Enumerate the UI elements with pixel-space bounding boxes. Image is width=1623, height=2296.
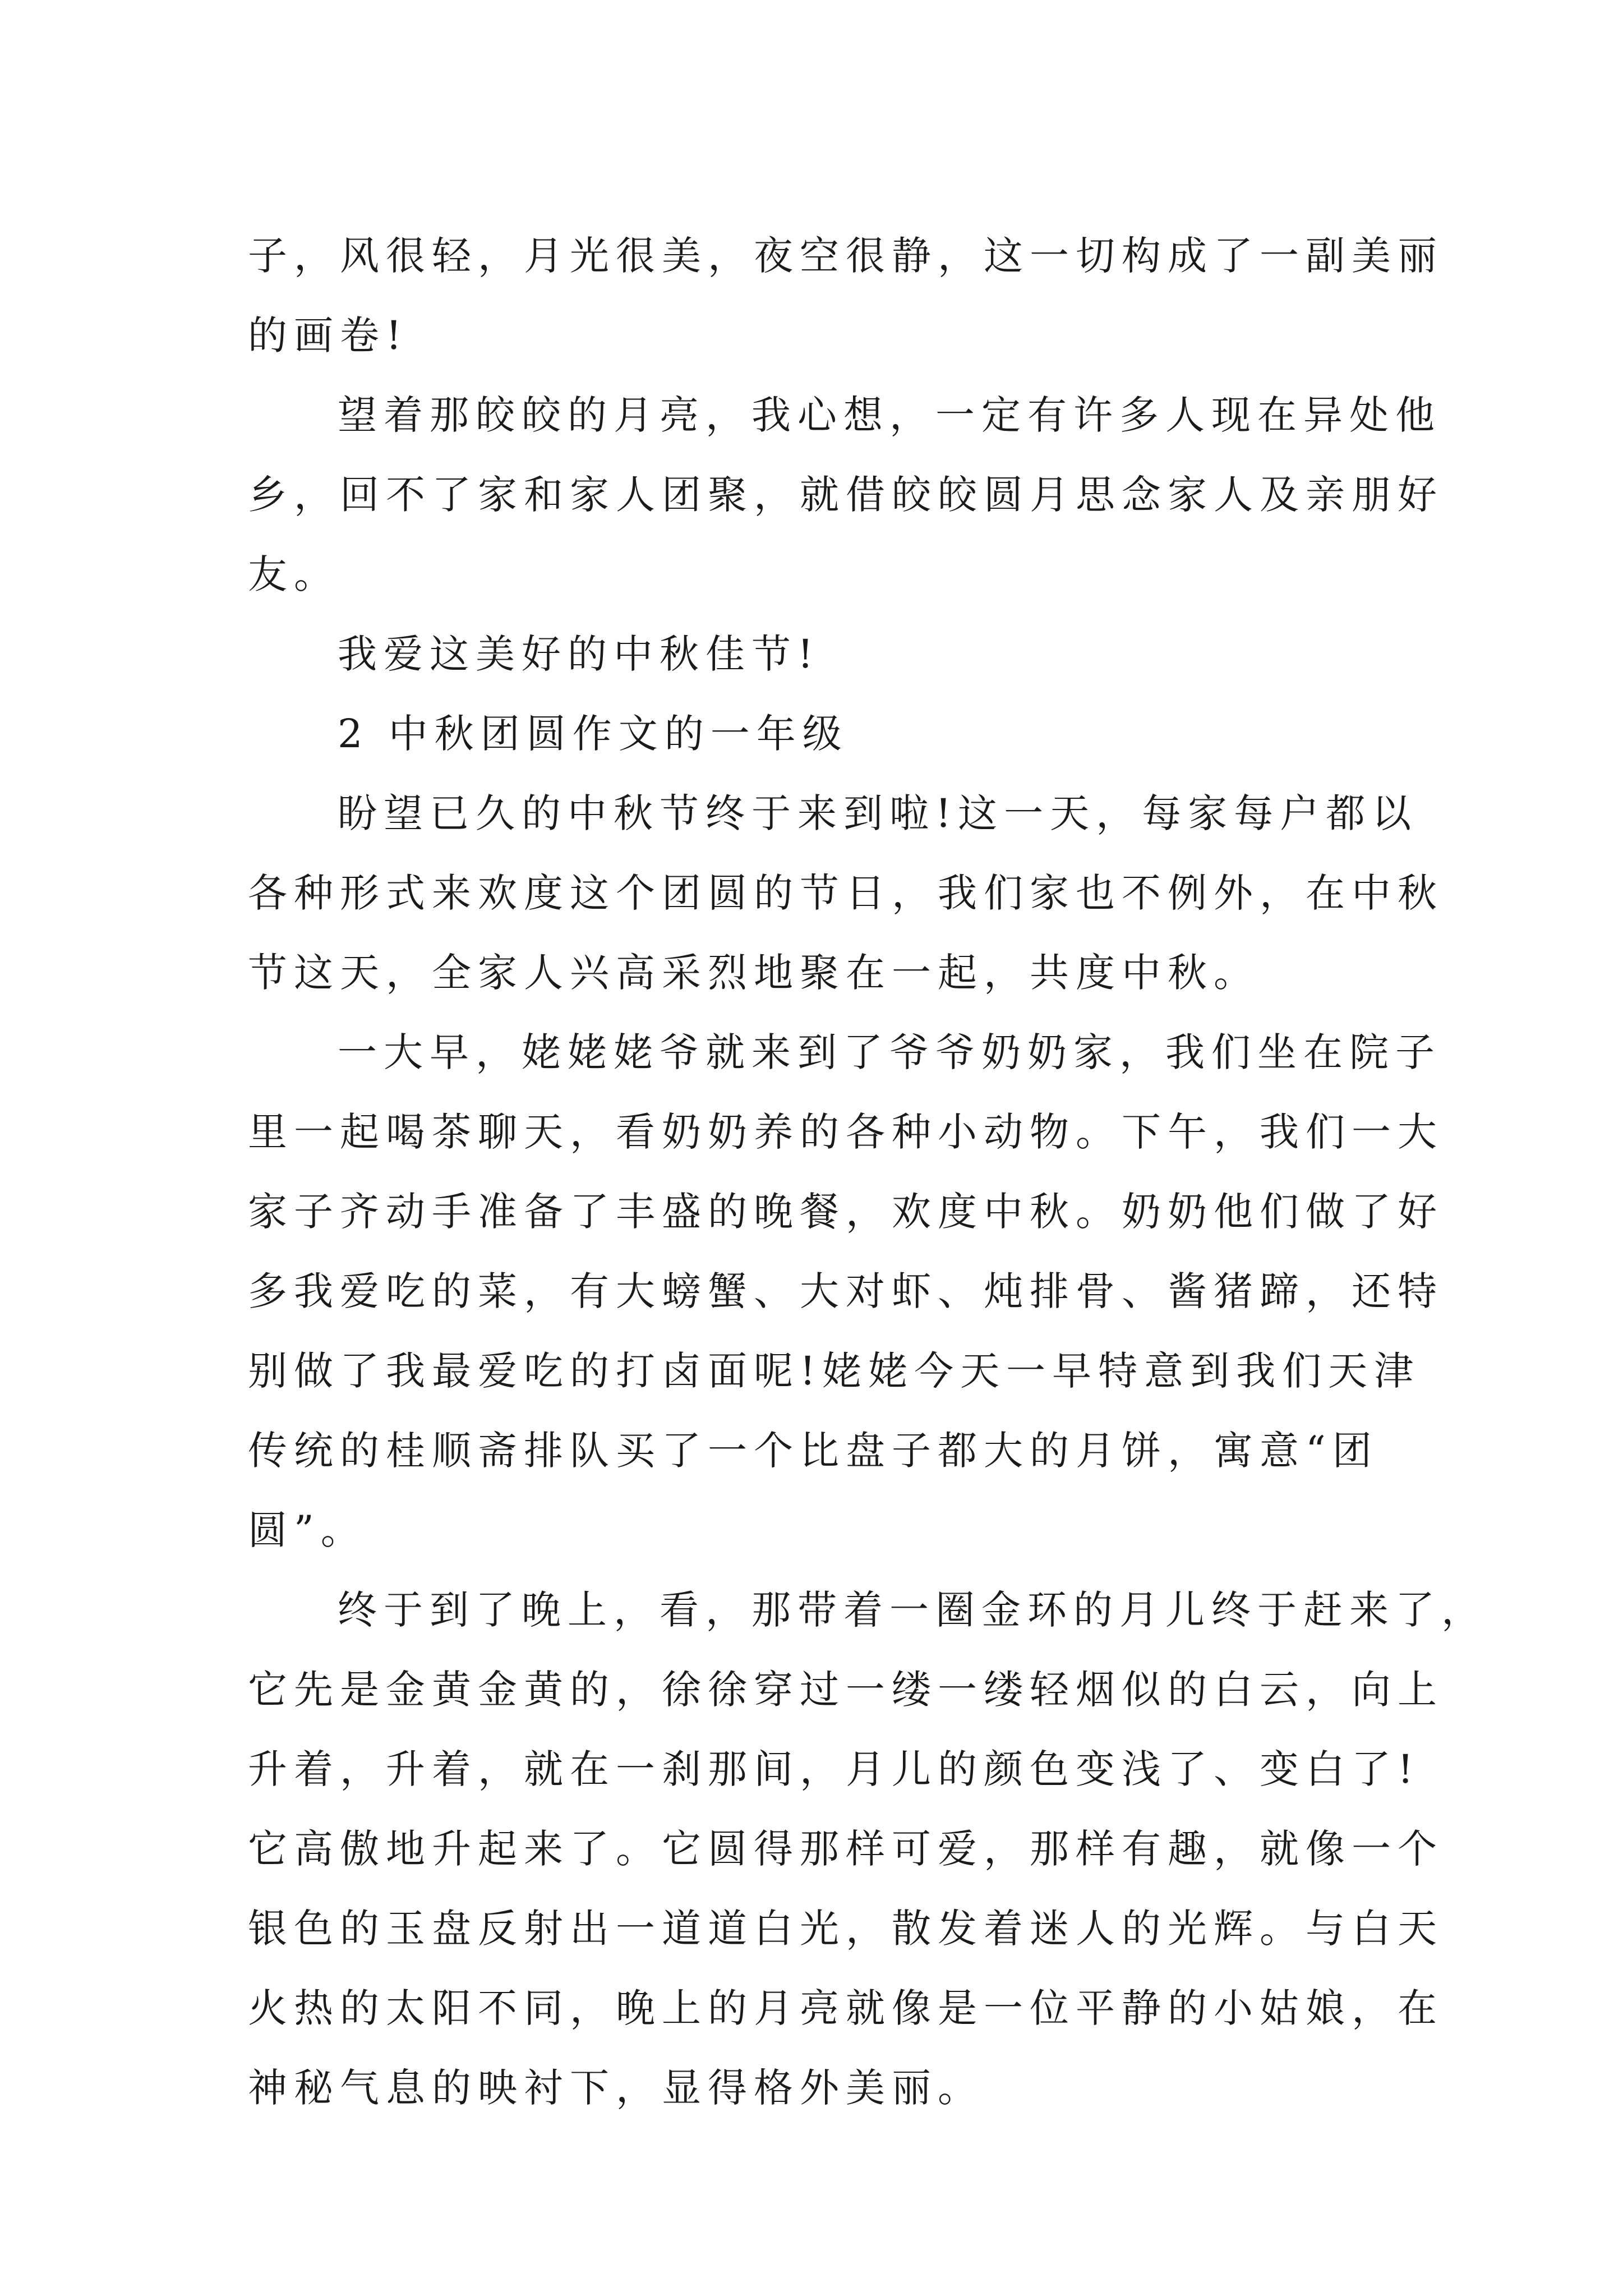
text-line: 它先是金黄金黄的，徐徐穿过一缕一缕轻烟似的白云，向上 [248,1667,1444,1713]
text-line: 家子齐动手准备了丰盛的晚餐，欢度中秋。奶奶他们做了好 [248,1189,1444,1235]
text-line: 银色的玉盘反射出一道道白光，散发着迷人的光辉。与白天 [248,1906,1444,1952]
text-line: 节这天，全家人兴高采烈地聚在一起，共度中秋。 [248,950,1260,996]
text-line: 里一起喝茶聊天，看奶奶养的各种小动物。下午，我们一大 [248,1109,1444,1155]
text-line: 友。 [248,551,340,597]
section-heading: 2 中秋团圆作文的一年级 [338,711,849,757]
text-line: 传统的桂顺斋排队买了一个比盘子都大的月饼，寓意“团 [248,1428,1378,1474]
paragraph-start-line: 望着那皎皎的月亮，我心想，一定有许多人现在异处他 [338,392,1441,438]
text-line: 圆”。 [248,1507,367,1553]
text-line: 子，风很轻，月光很美，夜空很静，这一切构成了一副美丽 [248,233,1444,279]
paragraph-start-line: 一大早，姥姥姥爷就来到了爷爷奶奶家，我们坐在院子 [338,1029,1441,1075]
paragraph-start-line: 我爱这美好的中秋佳节! [338,631,820,677]
text-line: 它高傲地升起来了。它圆得那样可爱，那样有趣，就像一个 [248,1826,1444,1872]
paragraph-start-line: 终于到了晚上，看，那带着一圈金环的月儿终于赶来了， [338,1587,1487,1633]
text-line: 神秘气息的映衬下，显得格外美丽。 [248,2065,984,2111]
document-body [248,216,1487,2128]
paragraph-start-line: 盼望已久的中秋节终于来到啦!这一天，每家每户都以 [338,790,1418,836]
text-line: 的画卷! [248,312,409,358]
text-line: 乡，回不了家和家人团聚，就借皎皎圆月思念家人及亲朋好 [248,472,1444,518]
text-line: 别做了我最爱吃的打卤面呢!姥姥今天一早特意到我们天津 [248,1348,1421,1394]
text-line: 升着，升着，就在一刹那间，月儿的颜色变浅了、变白了! [248,1746,1421,1792]
text-line: 各种形式来欢度这个团圆的节日，我们家也不例外，在中秋 [248,870,1444,916]
text-line: 火热的太阳不同，晚上的月亮就像是一位平静的小姑娘，在 [248,1985,1444,2031]
text-line: 多我爱吃的菜，有大螃蟹、大对虾、炖排骨、酱猪蹄，还特 [248,1268,1444,1314]
